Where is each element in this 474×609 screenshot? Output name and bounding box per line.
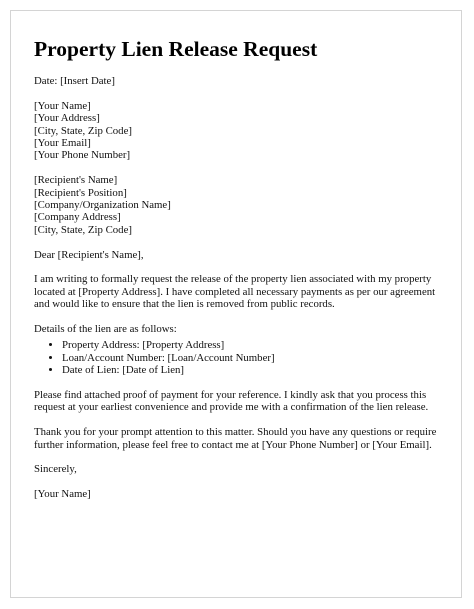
recipient-company-name: [Company/Organization Name] [34,199,171,212]
lien-details-list [34,339,444,376]
recipient-city-state-zip: [City, State, Zip Code] [34,223,132,236]
sender-name: [Your Name] [34,99,91,112]
letter-page [10,10,462,598]
detail-property-address: • Property Address: [Property Address] [62,339,444,351]
recipient-position: [Recipient's Position] [34,186,127,199]
detail-loan-account-number: • Loan/Account Number: [Loan/Account Number] [62,352,444,364]
sender-address-block [34,100,444,162]
detail-date-of-lien: • Date of Lien: [Date of Lien] [62,364,444,376]
body-paragraph-thanks: Thank you for your prompt attention to this matter. Should you have any questions or require further information, please feel free to contact me at [Your Phone Number] or [Your Email]. [34,426,437,451]
recipient-name: [Recipient's Name] [34,174,118,187]
letter-content [34,37,444,513]
signature: [Your Name] [34,488,91,501]
sender-email: [Your Email] [34,137,91,150]
body-paragraph-request: I am writing to formally request the release of the property lien associated with my property located at [Property Address]. I have completed all necessary payments as per our agreement and would like to ensure that the lien is removed from public records. [34,273,436,311]
date-line: Date: [Insert Date] [34,75,115,87]
recipient-address-block [34,174,444,236]
sender-address: [Your Address] [34,112,100,125]
details-intro: Details of the lien are as follows: [34,323,177,336]
recipient-company-address: [Company Address] [34,211,121,224]
closing: Sincerely, [34,463,77,476]
sender-phone: [Your Phone Number] [34,149,131,162]
body-paragraph-proof: Please find attached proof of payment for your reference. I kindly ask that you process this request at your earliest convenience and provide me with a confirmation of the lien release. [34,389,429,414]
sender-city-state-zip: [City, State, Zip Code] [34,124,132,137]
document-title: Property Lien Release Request [34,37,318,61]
salutation: Dear [Recipient's Name], [34,248,144,261]
